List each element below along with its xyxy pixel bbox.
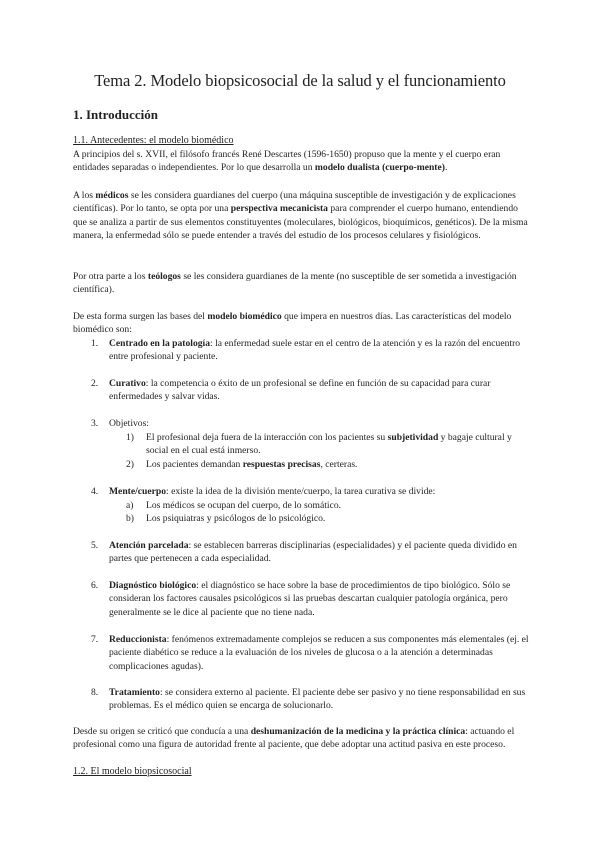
list-number: 5.: [91, 540, 99, 551]
bold-text: Centrado en la patología: [109, 338, 211, 349]
sub-list-number: 2): [126, 459, 134, 470]
text: : el diagnóstico se hace sobre la base de procedimientos de tipo biológico. Sólo se consideran los factores causales psicológicos si las pruebas descartan cualquier patología orgánica, pero generalmente se le dice al paciente que no tiene nada.: [109, 580, 511, 618]
list-item: [109, 579, 534, 619]
paragraph-critica: [73, 725, 533, 752]
text: : se establecen barreras disciplinarias (especialidades) y el paciente queda dividido en partes que pertenecen a cada especialidad.: [109, 540, 517, 565]
sub-list-item: [146, 431, 531, 458]
section-heading: 1. Introducción: [73, 107, 158, 122]
text: El profesional deja fuera de la interacción con los pacientes su: [146, 432, 388, 443]
list-number: 8.: [91, 687, 99, 698]
sub-list-number: a): [126, 500, 134, 511]
text: y bagaje cultural y social en el cual está inmerso.: [146, 432, 512, 457]
list-item: [109, 539, 534, 566]
text: : la competencia o éxito de un profesional se define en función de su capacidad para curar enfermedades y salvar vidas.: [109, 378, 491, 403]
bold-text: Atención parcelada: [109, 540, 189, 551]
list-item: [109, 633, 534, 673]
list-item: [109, 377, 534, 404]
text: : se considera externo al paciente. El paciente debe ser pasivo y no tiene responsabilidad en sus problemas. Es el médico quien se encarga de solucionarlo.: [109, 687, 526, 712]
list-item: [109, 337, 534, 364]
bold-text: médicos: [95, 190, 129, 201]
subsection-heading: 1.1. Antecedentes: el modelo biomédico: [73, 135, 234, 146]
bold-text: Reduccionista: [109, 634, 167, 645]
list-number: 3.: [91, 418, 99, 429]
page-title: Tema 2. Modelo biopsicosocial de la salud y el funcionamiento: [94, 71, 506, 90]
text: se les considera guardianes de la mente (no susceptible de ser sometida a investigación científica).: [73, 271, 517, 296]
text: De esta forma surgen las bases del: [73, 311, 208, 322]
text: : actuando el profesional como una figura de autoridad frente al paciente, que debe adoptar una actitud pasiva en este proceso.: [73, 726, 515, 751]
bold-text: modelo dualista (cuerpo-mente): [314, 162, 445, 174]
paragraph-modelo-biomedico: [73, 310, 533, 337]
subsection-heading-2: 1.2. El modelo biopsicosocial: [73, 766, 192, 777]
bold-text: subjetividad: [387, 432, 439, 443]
list-number: 4.: [91, 486, 99, 497]
list-number: 7.: [91, 634, 99, 645]
bold-text: deshumanización de la medicina y la práctica clínica: [250, 726, 466, 737]
text: : la enfermedad suele estar en el centro de la atención y es la razón del encuentro entre profesional y paciente.: [109, 338, 521, 363]
bold-text: Mente/cuerpo: [109, 486, 167, 497]
list-item: [109, 485, 534, 498]
text: A principios del s. XVII, el filósofo francés René Descartes (1596-1650) propuso que la mente y el cuerpo eran entidades separadas o independientes. Por lo que desarrolla un: [73, 149, 501, 174]
sub-list-item: [146, 458, 531, 471]
text: , certeras.: [320, 459, 358, 470]
sub-list-item: Los médicos se ocupan del cuerpo, de lo somático.: [146, 500, 342, 511]
text: Objetivos:: [109, 418, 149, 429]
paragraph-descartes: [73, 148, 533, 175]
list-number: 2.: [91, 378, 99, 389]
text: : fenómenos extremadamente complejos se reducen a sus componentes más elementales (ej. el paciente diabético se reduce a la evaluación de los niveles de glucosa o a la atención a determinadas complicaciones agudas).: [109, 634, 529, 672]
bold-text: Diagnóstico biológico: [109, 580, 197, 591]
paragraph-teologos: [73, 270, 533, 297]
text: A los: [73, 190, 96, 201]
sub-list-number: b): [126, 513, 134, 524]
text: Desde su origen se criticó que conducía a una: [73, 726, 251, 737]
list-item: [109, 686, 534, 713]
bold-text: modelo biomédico: [207, 311, 282, 322]
sub-list-item: Los psiquiatras y psicólogos de lo psicológico.: [146, 513, 326, 524]
list-number: 6.: [91, 580, 99, 591]
bold-text: Curativo: [109, 378, 146, 389]
text: Por otra parte a los: [73, 271, 148, 282]
text: para comprender el cuerpo humano, entendiendo que se analiza a partir de sus elementos constituyentes (moleculares, biológicos, bioquímicos, genéticos). De la misma manera, la enfermedad sólo se puede entender a través del estudio de los procesos celulares y fisiológicos.: [73, 203, 528, 242]
text: .: [444, 162, 448, 174]
paragraph-medicos: [73, 189, 533, 243]
bold-text: perspectiva mecanicista: [230, 203, 328, 215]
text: Los pacientes demandan: [146, 459, 243, 470]
bold-text: Tratamiento: [109, 687, 160, 698]
list-number: 1.: [91, 338, 99, 349]
text: se les considera guardianes del cuerpo (una máquina susceptible de investigación y de explicaciones científicas). Por lo tanto, se opta por una: [73, 190, 516, 215]
bold-text: respuestas precisas: [242, 459, 321, 470]
list-item: [109, 417, 534, 430]
text: que impera en nuestros días. Las características del modelo biomédico son:: [73, 311, 512, 336]
sub-list-number: 1): [126, 432, 134, 443]
bold-text: teólogos: [147, 271, 181, 282]
text: : existe la idea de la división mente/cuerpo, la tarea curativa se divide:: [166, 486, 436, 497]
